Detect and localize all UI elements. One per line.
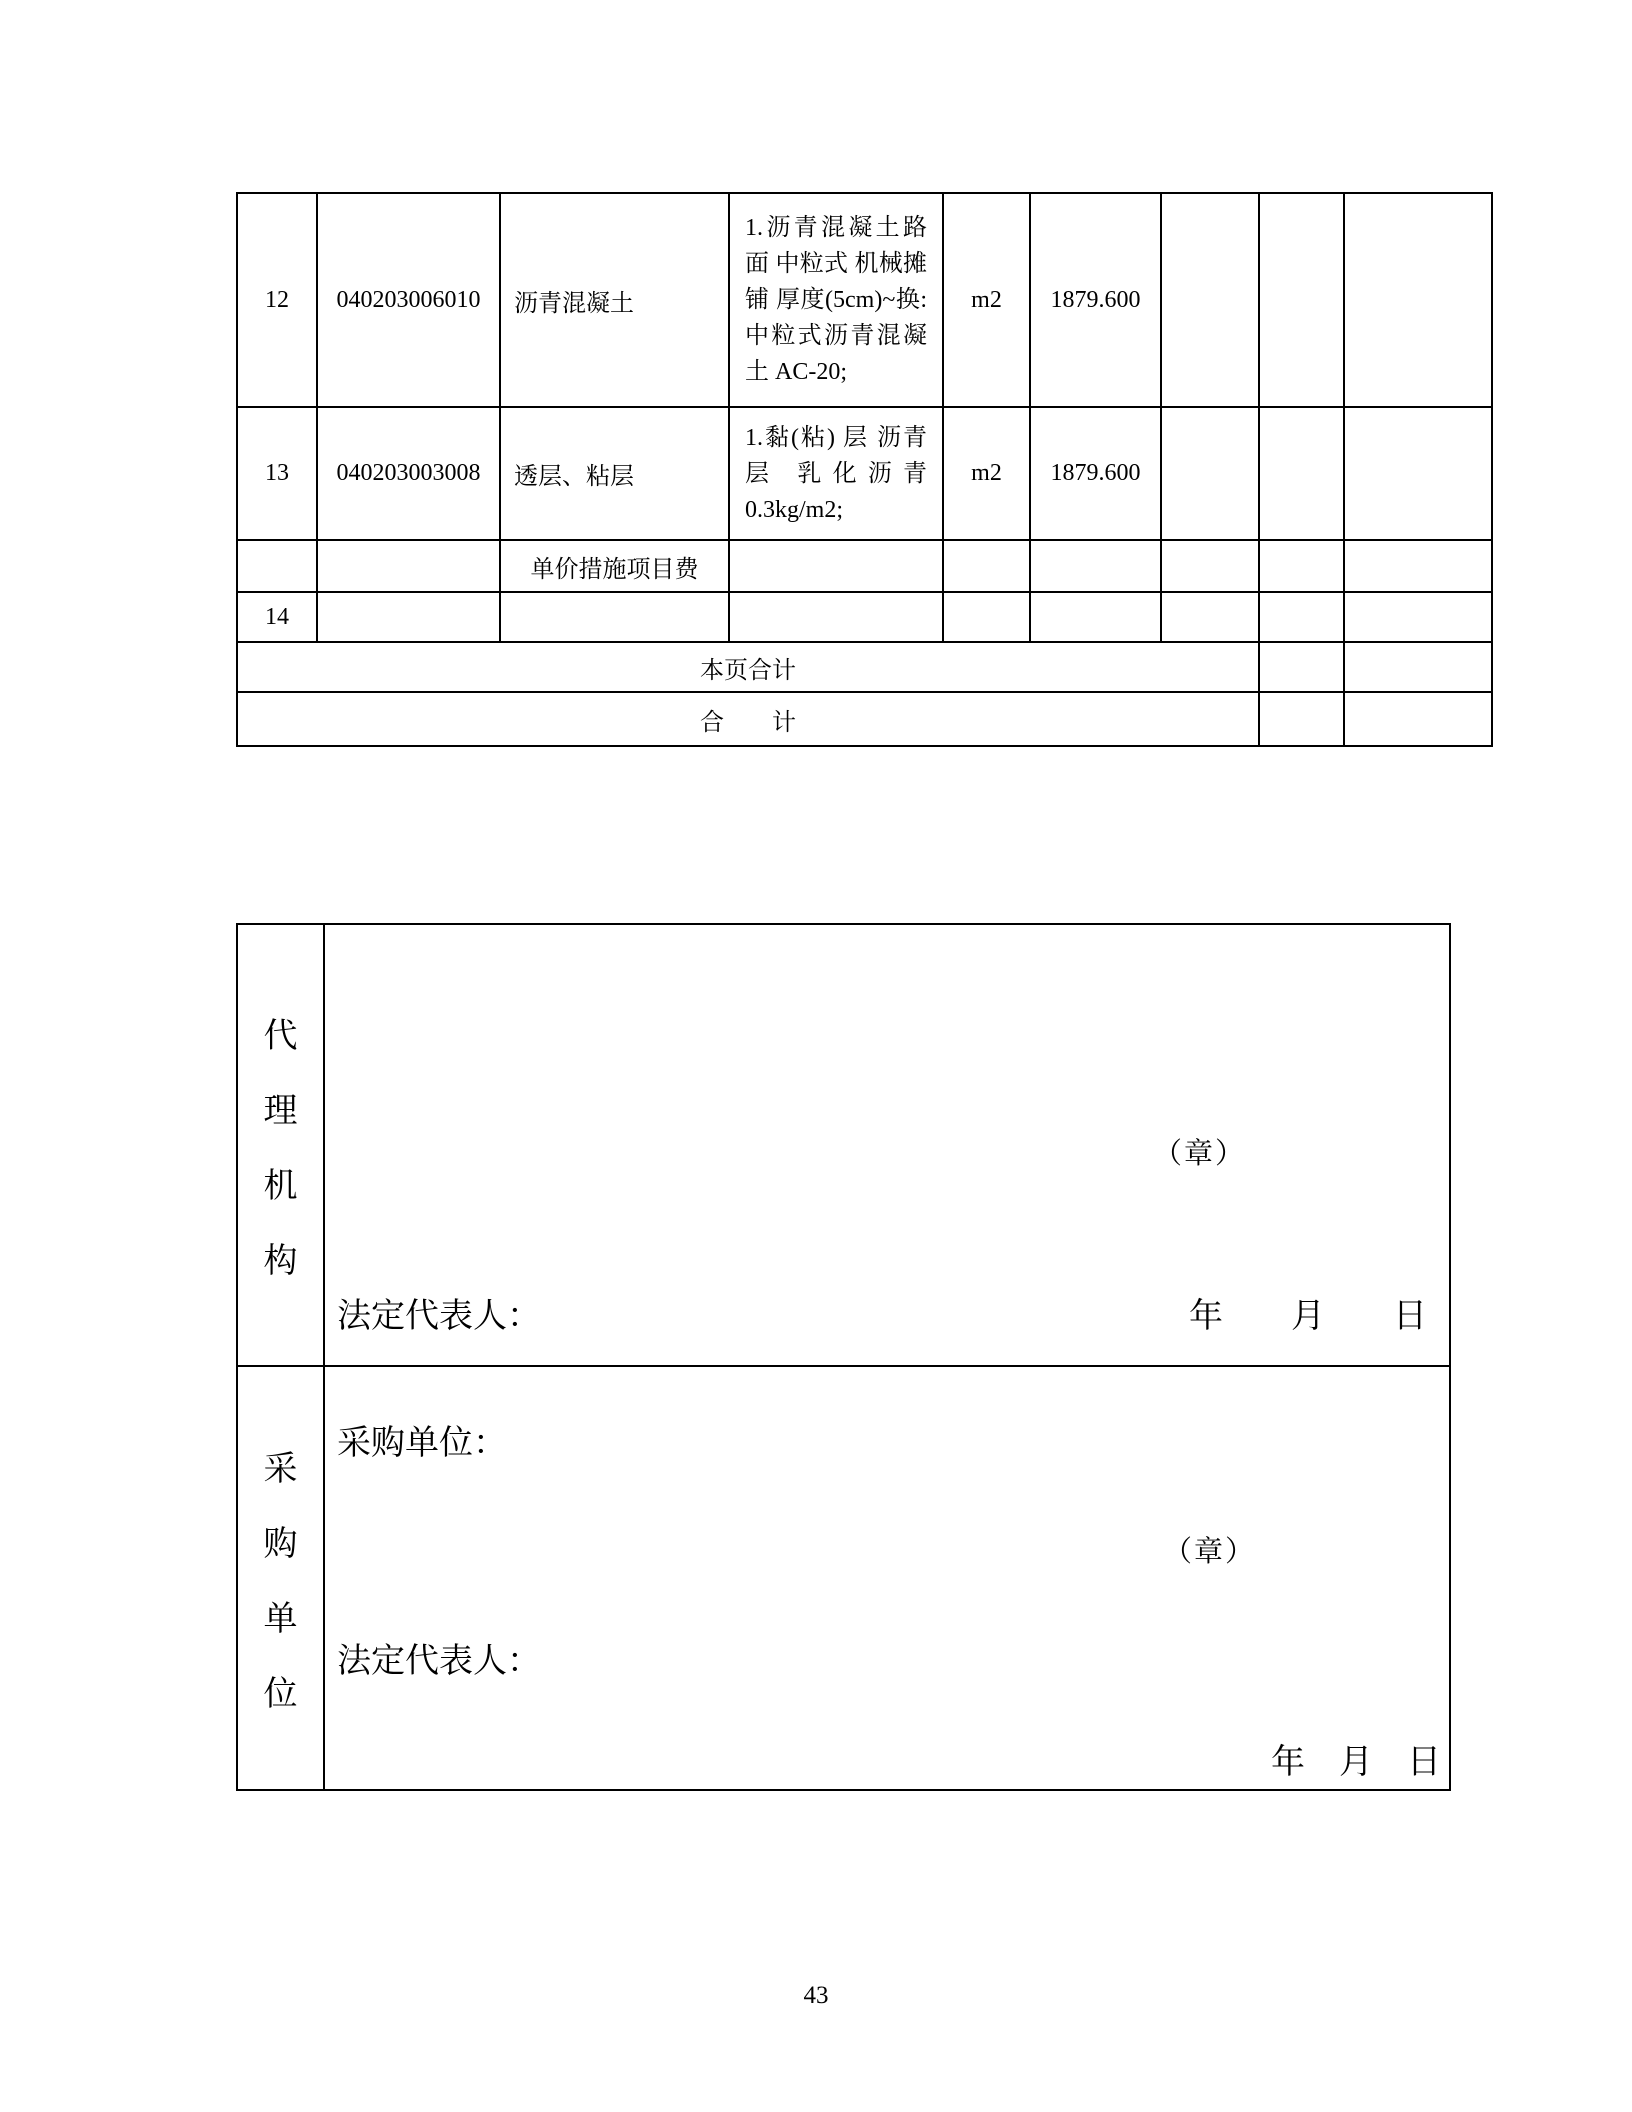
cell-unit-price-empty: [1161, 407, 1259, 540]
cell-amount-empty: [1259, 193, 1344, 407]
purchaser-date-placeholder: 年 月 日: [1271, 1744, 1441, 1781]
page-total-amount-empty: [1259, 642, 1344, 692]
cell-remark-empty: [1344, 193, 1492, 407]
cell-unit: [943, 540, 1030, 592]
cell-code: [317, 540, 500, 592]
cell-remark-empty: [1344, 407, 1492, 540]
cell-amount-empty: [1259, 592, 1344, 642]
cell-item-name: 透层、粘层: [500, 407, 729, 540]
cell-seq: [237, 540, 317, 592]
cell-item-name: 沥青混凝土: [500, 193, 729, 407]
table-row-item-14: [237, 592, 1492, 642]
cell-qty: 1879.600: [1030, 193, 1161, 407]
cell-seq: 12: [237, 193, 317, 407]
purchaser-seal-placeholder: （章）: [1163, 1536, 1257, 1568]
cell-qty: [1030, 592, 1161, 642]
purchaser-label-char: 位: [263, 1676, 298, 1713]
agency-label-char: 代: [263, 1018, 298, 1055]
table-row-measures-fee: [237, 540, 1492, 592]
cell-qty: [1030, 540, 1161, 592]
cell-item-desc: 1.黏(粘) 层 沥青层 乳化沥青 0.3kg/m2;: [729, 407, 943, 540]
agency-signature-area: [325, 925, 1449, 1365]
cell-amount-empty: [1259, 540, 1344, 592]
cell-seq: 13: [237, 407, 317, 540]
grand-total-remark-empty: [1344, 692, 1492, 746]
cell-remark-empty: [1344, 540, 1492, 592]
cell-item-desc: 1.沥青混凝土路面 中粒式 机械摊铺 厚度(5cm)~换:中粒式沥青混凝土 AC-20;: [729, 193, 943, 407]
cell-item-name: [500, 592, 729, 642]
grand-total-amount-empty: [1259, 692, 1344, 746]
cell-unit-price-empty: [1161, 540, 1259, 592]
table-row-page-total: [237, 642, 1492, 692]
boq-table: [236, 192, 1493, 747]
agency-label-char: 构: [263, 1243, 298, 1280]
cell-item-desc: [729, 540, 943, 592]
agency-section: [238, 925, 1449, 1367]
cell-amount-empty: [1259, 407, 1344, 540]
cell-unit: m2: [943, 193, 1030, 407]
agency-label-char: 理: [263, 1093, 298, 1130]
cell-item-desc: [729, 592, 943, 642]
cell-seq: 14: [237, 592, 317, 642]
cell-item-name: 单价措施项目费: [500, 540, 729, 592]
table-row-item-12: [237, 193, 1492, 407]
agency-vertical-label: [238, 925, 325, 1365]
page-total-label: 本页合计: [237, 642, 1259, 692]
page-total-remark-empty: [1344, 642, 1492, 692]
table-row-grand-total: [237, 692, 1492, 746]
cell-unit-price-empty: [1161, 592, 1259, 642]
cell-code: 040203006010: [317, 193, 500, 407]
purchaser-signature-area: [325, 1367, 1449, 1789]
cell-unit: [943, 592, 1030, 642]
agency-seal-placeholder: （章）: [1153, 1138, 1247, 1170]
agency-label-char: 机: [263, 1168, 298, 1205]
signature-block: [236, 923, 1451, 1791]
cell-remark-empty: [1344, 592, 1492, 642]
cell-unit-price-empty: [1161, 193, 1259, 407]
agency-legal-rep-label: 法定代表人：: [337, 1298, 541, 1335]
grand-total-label: 合 计: [237, 692, 1259, 746]
table-row-item-13: [237, 407, 1492, 540]
purchaser-label-char: 购: [263, 1526, 298, 1563]
cell-unit: m2: [943, 407, 1030, 540]
cell-qty: 1879.600: [1030, 407, 1161, 540]
purchaser-unit-label: 采购单位：: [337, 1425, 507, 1462]
agency-date-placeholder: 年 月 日: [1189, 1298, 1427, 1335]
purchaser-label-char: 单: [263, 1601, 298, 1638]
page-number: 43: [803, 1982, 829, 2009]
purchaser-vertical-label: [238, 1367, 325, 1789]
purchaser-legal-rep-label: 法定代表人：: [337, 1643, 541, 1680]
cell-code: 040203003008: [317, 407, 500, 540]
purchaser-label-char: 采: [263, 1451, 298, 1488]
cell-code: [317, 592, 500, 642]
purchaser-section: [238, 1367, 1449, 1789]
